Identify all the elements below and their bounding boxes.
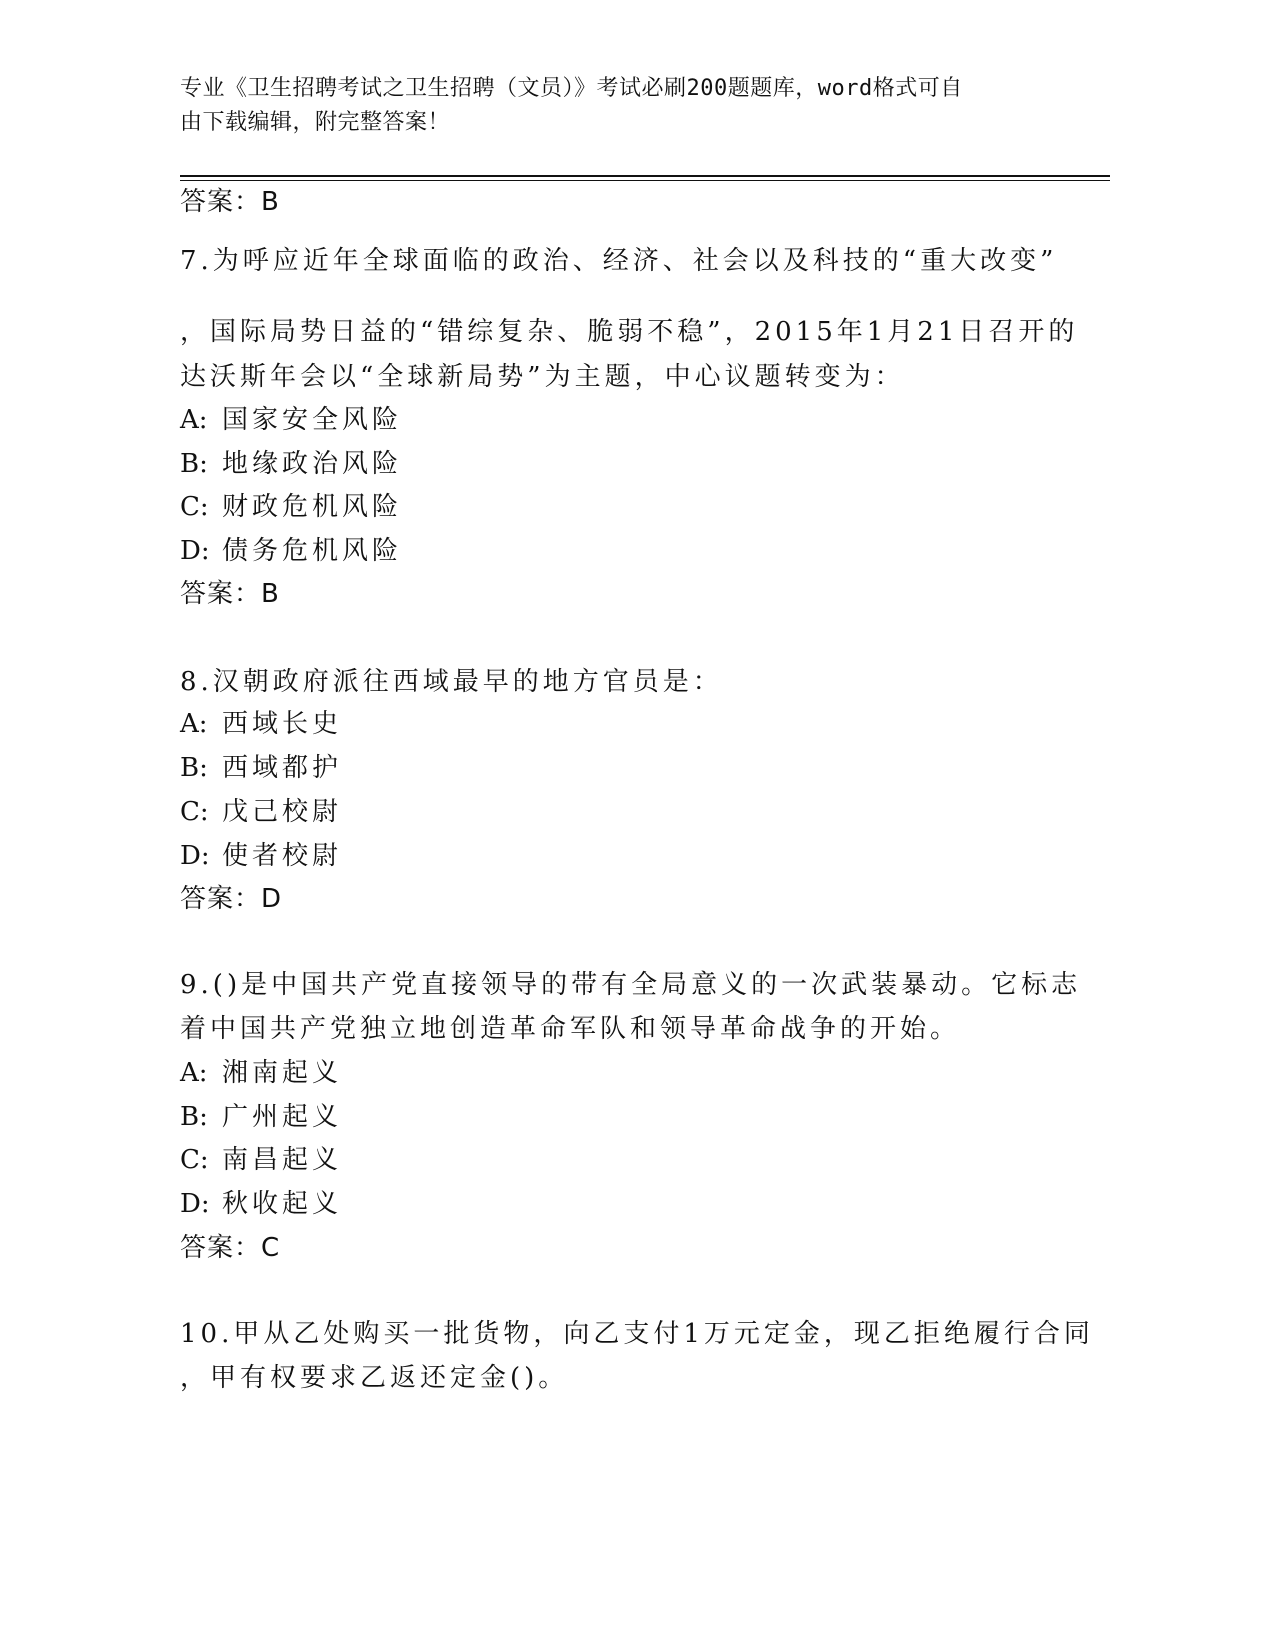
- option-key: A:: [180, 1058, 208, 1088]
- option-text: 国家安全风险: [222, 405, 403, 435]
- answer-label: 答案：: [180, 884, 262, 914]
- option-key: C:: [180, 492, 209, 522]
- answer-label: 答案：: [180, 579, 262, 609]
- header-line-2: 由下载编辑，附完整答案！: [180, 110, 451, 135]
- question-9-option-b: [180, 1100, 342, 1134]
- option-key: C:: [180, 797, 209, 827]
- option-text: 广州起义: [222, 1102, 343, 1132]
- question-7-option-a: [180, 403, 402, 437]
- option-key: D:: [180, 841, 210, 871]
- question-9-option-d: [180, 1187, 342, 1221]
- option-text: 财政危机风险: [222, 492, 403, 522]
- question-8-line-1: 8.汉朝政府派往西域最早的地方官员是：: [180, 667, 723, 697]
- question-9-line-1: 9.()是中国共产党直接领导的带有全局意义的一次武装暴动。它标志: [180, 970, 1082, 1000]
- question-7-option-d: [180, 534, 402, 568]
- question-7-line-1: 7.为呼应近年全球面临的政治、经济、社会以及科技的“重大改变”: [180, 246, 1058, 276]
- option-text: 湘南起义: [222, 1058, 343, 1088]
- option-text: 西域长史: [222, 709, 343, 739]
- option-text: 戊己校尉: [222, 797, 343, 827]
- answer-value: D: [261, 884, 283, 914]
- question-9-option-c: [180, 1143, 342, 1177]
- question-8-option-d: [180, 839, 342, 873]
- answer-value: B: [261, 579, 280, 609]
- answer-line: [180, 185, 280, 219]
- question-10-line-2: ，甲有权要求乙返还定金()。: [180, 1363, 569, 1393]
- question-10-line-1: 10.甲从乙处购买一批货物，向乙支付1万元定金，现乙拒绝履行合同: [180, 1319, 1094, 1349]
- question-8-option-b: [180, 751, 342, 785]
- answer-value: B: [261, 187, 280, 217]
- question-7-line-3: 达沃斯年会以“全球新局势”为主题，中心议题转变为：: [180, 362, 905, 392]
- header-rule-thin: [180, 180, 1110, 181]
- question-7-option-c: [180, 490, 402, 524]
- question-9-line-2: 着中国共产党独立地创造革命军队和领导革命战争的开始。: [180, 1014, 961, 1044]
- option-text: 西域都护: [222, 753, 343, 783]
- option-text: 秋收起义: [222, 1189, 343, 1219]
- question-9-option-a: [180, 1056, 342, 1090]
- answer-label: 答案：: [180, 1233, 262, 1263]
- header-line-1: 专业《卫生招聘考试之卫生招聘（文员）》考试必刷200题题库，word格式可自: [180, 76, 963, 101]
- option-key: C:: [180, 1145, 209, 1175]
- option-key: D:: [180, 536, 210, 566]
- option-key: B:: [180, 449, 208, 479]
- option-text: 地缘政治风险: [222, 449, 403, 479]
- option-key: A:: [180, 405, 208, 435]
- question-8-option-a: [180, 707, 342, 741]
- question-7-answer: [180, 577, 280, 611]
- option-key: D:: [180, 1189, 210, 1219]
- question-7-option-b: [180, 447, 402, 481]
- option-key: B:: [180, 1102, 208, 1132]
- option-key: A:: [180, 709, 208, 739]
- question-9-answer: [180, 1231, 280, 1265]
- question-7-line-2: ，国际局势日益的“错综复杂、脆弱不稳”，2015年1月21日召开的: [180, 317, 1079, 347]
- option-key: B:: [180, 753, 208, 783]
- option-text: 债务危机风险: [222, 536, 403, 566]
- question-8-option-c: [180, 795, 342, 829]
- answer-label: 答案：: [180, 187, 262, 217]
- header-rule-thick: [180, 175, 1110, 177]
- question-8-answer: [180, 882, 282, 916]
- page-header: [180, 72, 1040, 140]
- option-text: 使者校尉: [222, 841, 343, 871]
- option-text: 南昌起义: [222, 1145, 343, 1175]
- answer-value: C: [261, 1233, 281, 1263]
